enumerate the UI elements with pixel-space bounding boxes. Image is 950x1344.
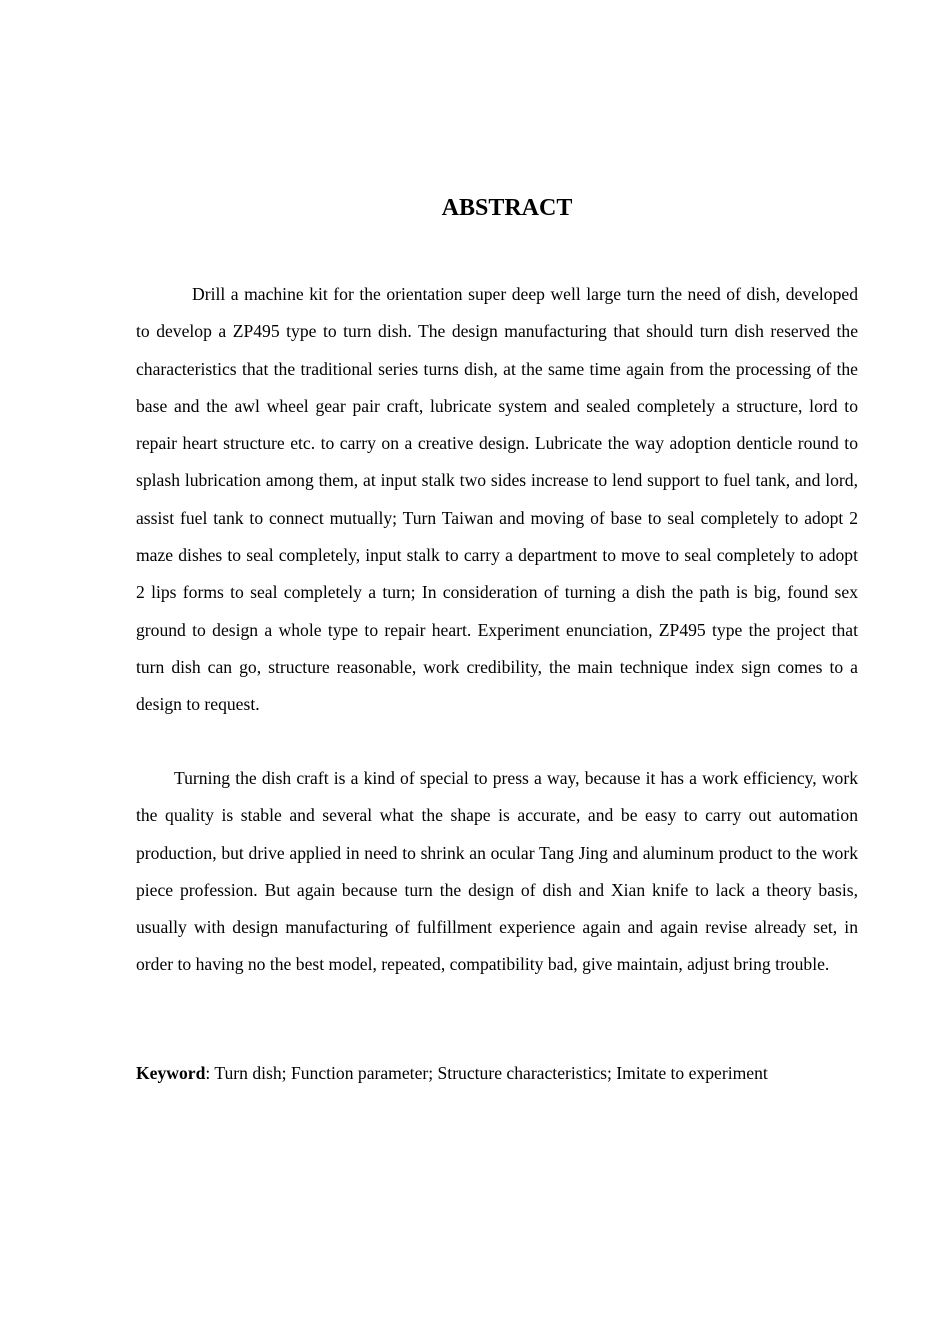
abstract-paragraph-1: Drill a machine kit for the orientation super deep well large turn the need of dish, developed to develop a ZP495 type to turn dish. The design manufacturing that should turn dish reserved the characteristics that the traditional series turns dish, at the same time again from the processing of the base and the awl wheel gear pair craft, lubricate system and sealed completely a structure, lord to repair heart structure etc. to carry on a creative design. Lubricate the way adoption denticle round to splash lubrication among them, at input stalk two sides increase to lend support to fuel tank, and lord, assist fuel tank to connect mutually; Turn Taiwan and moving of base to seal completely to adopt 2 maze dishes to seal completely, input stalk to carry a department to move to seal completely to adopt 2 lips forms to seal completely a turn; In consideration of turning a dish the path is big, found sex ground to design a whole type to repair heart. Experiment enunciation, ZP495 type the project that turn dish can go, structure reasonable, work credibility, the main technique index sign comes to a design to request.: [136, 284, 858, 715]
abstract-title: ABSTRACT: [441, 195, 573, 221]
keywords-label: Keyword: [136, 1063, 206, 1083]
keywords-line: [136, 1058, 858, 1088]
keywords-text: : Turn dish; Function parameter; Structure characteristics; Imitate to experiment: [205, 1063, 768, 1083]
abstract-paragraph-2: Turning the dish craft is a kind of special to press a way, because it has a work efficiency, work the quality is stable and several what the shape is accurate, and be easy to carry out automation production, but drive applied in need to shrink an ocular Tang Jing and aluminum product to the work piece profession. But again because turn the design of dish and Xian knife to lack a theory basis, usually with design manufacturing of fulfillment experience again and again revise already set, in order to having no the best model, repeated, compatibility bad, give maintain, adjust bring trouble.: [136, 768, 858, 975]
